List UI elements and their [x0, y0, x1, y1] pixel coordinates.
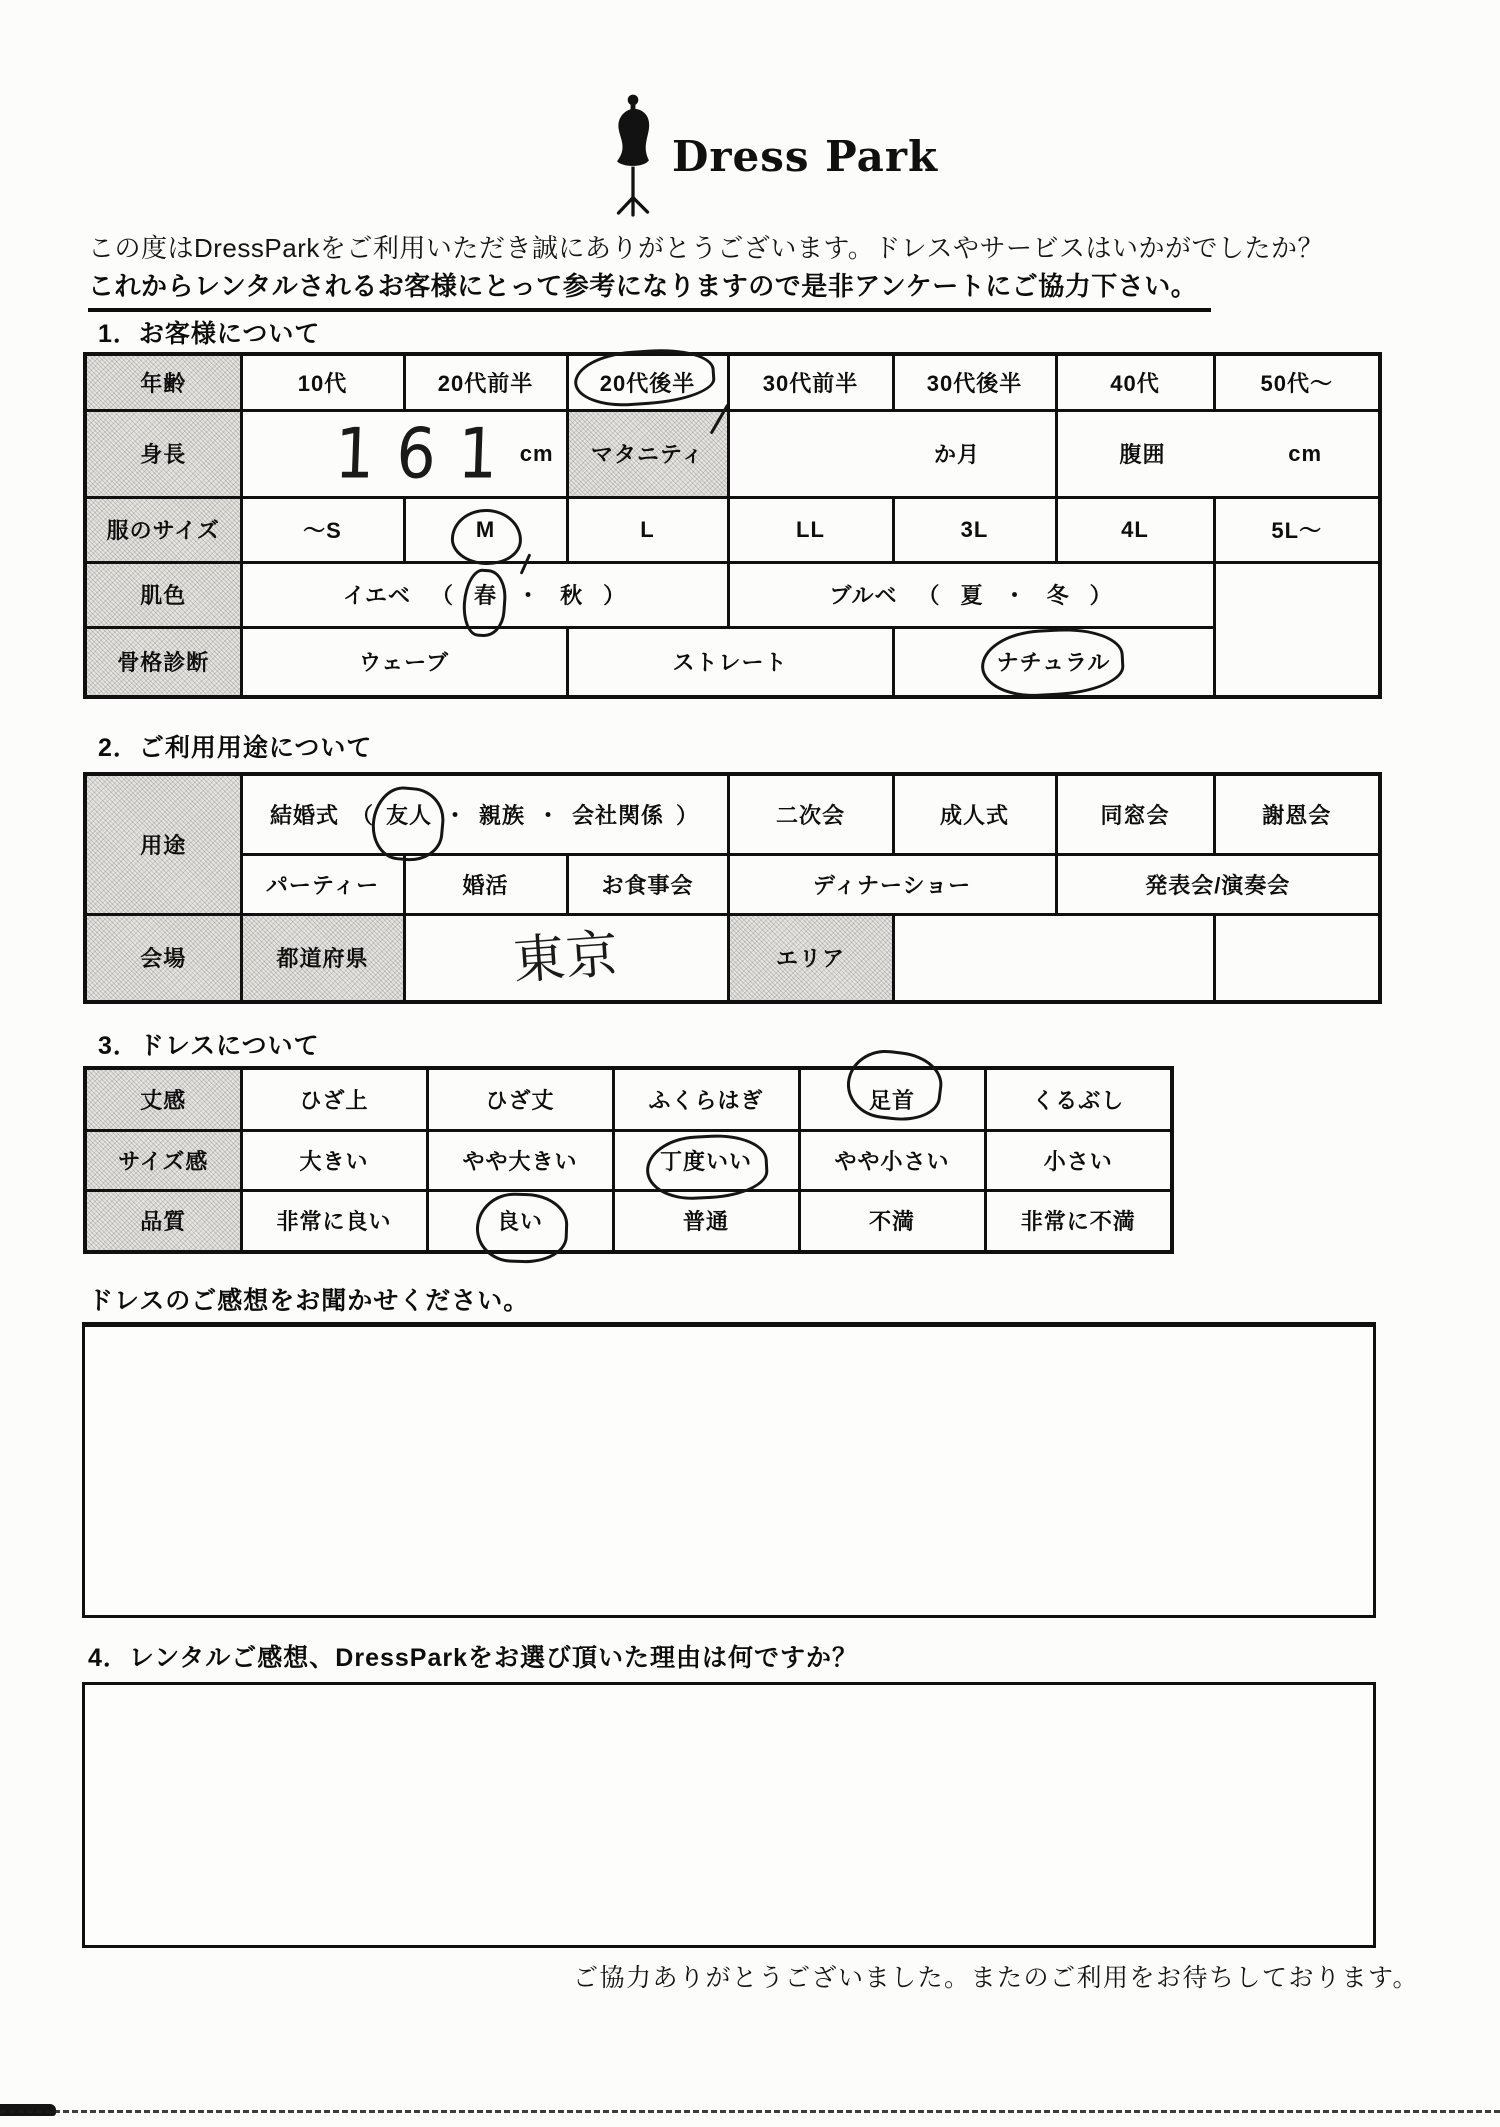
- option-cell: L: [567, 497, 728, 562]
- dress-comment-box: [82, 1322, 1376, 1618]
- selected-option: 春: [474, 579, 497, 610]
- paren: ）: [1089, 583, 1113, 608]
- row-header-frame: 骨格診断: [85, 627, 241, 697]
- scan-edge-line: [0, 2110, 1500, 2113]
- option-cell: LL: [728, 497, 893, 562]
- height-unit: cm: [519, 440, 554, 466]
- area-value-cell: [893, 914, 1214, 1002]
- option-cell: 発表会/演奏会: [1056, 854, 1380, 914]
- option-cell: 不満: [799, 1190, 985, 1252]
- option-cell: 結婚式: [269, 802, 339, 828]
- selected-option: 良い: [427, 1190, 613, 1252]
- usage-row-1: [85, 774, 1380, 854]
- maternity-label: マタニティ: [567, 410, 728, 497]
- row-header-age: 年齢: [85, 354, 241, 410]
- option-cell: お食事会: [567, 854, 728, 914]
- option-cell: 親族: [479, 802, 526, 828]
- dress-comment-prompt: ドレスのご感想をお聞かせください。: [88, 1287, 530, 1315]
- area-label: エリア: [728, 914, 893, 1002]
- row-header-quality: 品質: [85, 1190, 241, 1252]
- handwritten-prefecture: 東京: [511, 924, 621, 992]
- row-header-usage: 用途: [85, 774, 241, 914]
- frame-row: [85, 627, 1380, 697]
- option-cell: 30代後半: [893, 354, 1056, 410]
- paren: ）: [603, 583, 627, 608]
- dress-table: [83, 1066, 1174, 1254]
- option-cell: 4L: [1056, 497, 1214, 562]
- option-cell: パーティー: [241, 854, 404, 914]
- option-cell: 非常に不満: [985, 1190, 1172, 1252]
- selected-option: M: [404, 497, 567, 562]
- option-cell: 大きい: [241, 1130, 427, 1190]
- option-cell: 50代～: [1214, 354, 1380, 410]
- option-cell: 5L～: [1214, 497, 1380, 562]
- selected-option: 20代後半: [567, 354, 728, 410]
- skin-row: [85, 562, 1380, 627]
- option-cell: ウェーブ: [241, 627, 567, 697]
- option-cell: 夏: [960, 583, 984, 608]
- paren: （: [917, 583, 941, 608]
- height-row: [85, 410, 1380, 497]
- height-value-cell: [241, 410, 567, 497]
- brand-name: Dress Park: [672, 132, 939, 181]
- intro-line-1: この度はDressParkをご利用いただき誠にありがとうございます。ドレスやサービスはいかがでしたか？: [88, 233, 1324, 263]
- option-cell: 非常に良い: [241, 1190, 427, 1252]
- row-header-height: 身長: [85, 410, 241, 497]
- fit-row: [85, 1130, 1172, 1190]
- option-cell: 成人式: [893, 774, 1056, 854]
- row-header-venue: 会場: [85, 914, 241, 1002]
- option-cell: 秋: [560, 583, 584, 608]
- option-cell: 会社関係: [572, 802, 665, 828]
- waist-label: 腹囲: [1119, 442, 1166, 467]
- option-cell: ひざ上: [241, 1068, 427, 1130]
- handwritten-height: 161: [333, 412, 521, 494]
- row-header-fit: サイズ感: [85, 1130, 241, 1190]
- option-cell: 30代前半: [728, 354, 893, 410]
- paren: （: [350, 802, 374, 828]
- option-cell: ～S: [241, 497, 404, 562]
- selected-option: ナチュラル: [893, 627, 1214, 697]
- section3-title: 3．ドレスについて: [98, 1032, 320, 1060]
- usage-table: [83, 772, 1382, 1004]
- size-row: [85, 497, 1380, 562]
- option-cell: 婚活: [404, 854, 567, 914]
- logo: [604, 92, 938, 220]
- customer-table: [83, 352, 1382, 699]
- option-cell: やや大きい: [427, 1130, 613, 1190]
- separator: ・: [443, 802, 467, 828]
- selected-option: 丁度いい: [613, 1130, 799, 1190]
- section1-title: 1．お客様について: [98, 320, 321, 348]
- option-cell: 20代前半: [404, 354, 567, 410]
- skin-warm-cell: [241, 562, 728, 627]
- section2-title: 2．ご利用用途について: [98, 734, 373, 762]
- row-header-length: 丈感: [85, 1068, 241, 1130]
- thanks-message: ご協力ありがとうございました。またのご利用をお待ちしております。: [573, 1964, 1420, 1992]
- waist-unit: cm: [1288, 440, 1322, 466]
- rental-comment-box: [82, 1682, 1376, 1948]
- option-cell: 二次会: [728, 774, 893, 854]
- option-cell: 普通: [613, 1190, 799, 1252]
- wedding-cell: [241, 774, 728, 854]
- venue-row: [85, 914, 1380, 1002]
- intro-line-2: これからレンタルされるお客様にとって参考になりますので是非アンケートにご協力下さい。: [88, 266, 1211, 312]
- length-row: [85, 1068, 1172, 1130]
- separator: ・: [517, 583, 541, 608]
- prefecture-value-cell: [404, 914, 728, 1002]
- separator: ・: [1003, 583, 1027, 608]
- row-header-size: 服のサイズ: [85, 497, 241, 562]
- option-cell: ふくらはぎ: [613, 1068, 799, 1130]
- selected-option: 友人: [386, 799, 432, 830]
- separator: ・: [537, 802, 561, 828]
- section4-title: 4．レンタルご感想、DressParkをお選び頂いた理由は何ですか？: [88, 1644, 858, 1672]
- option-cell: 10代: [241, 354, 404, 410]
- paren: ）: [676, 802, 700, 828]
- option-cell: ディナーショー: [728, 854, 1056, 914]
- maternity-months-cell: か月: [728, 410, 1056, 497]
- option-cell: 謝恩会: [1214, 774, 1380, 854]
- option-cell: ひざ丈: [427, 1068, 613, 1130]
- paren: （: [431, 583, 455, 608]
- option-cell: 冬: [1046, 583, 1070, 608]
- usage-row-2: [85, 854, 1380, 914]
- option-cell: 同窓会: [1056, 774, 1214, 854]
- option-cell: ストレート: [567, 627, 893, 697]
- selected-option: 足首: [799, 1068, 985, 1130]
- option-cell: 40代: [1056, 354, 1214, 410]
- row-header-skin: 肌色: [85, 562, 241, 627]
- option-cell: くるぶし: [985, 1068, 1172, 1130]
- option-cell: やや小さい: [799, 1130, 985, 1190]
- skin-cool-label: ブルベ: [829, 583, 898, 608]
- waist-cell: [1056, 410, 1380, 497]
- skin-warm-label: イエベ: [342, 583, 412, 608]
- quality-row: [85, 1190, 1172, 1252]
- option-cell: 小さい: [985, 1130, 1172, 1190]
- age-row: [85, 354, 1380, 410]
- option-cell: 3L: [893, 497, 1056, 562]
- skin-cool-cell: [728, 562, 1214, 627]
- dress-form-icon: [604, 92, 662, 220]
- prefecture-label: 都道府県: [241, 914, 404, 1002]
